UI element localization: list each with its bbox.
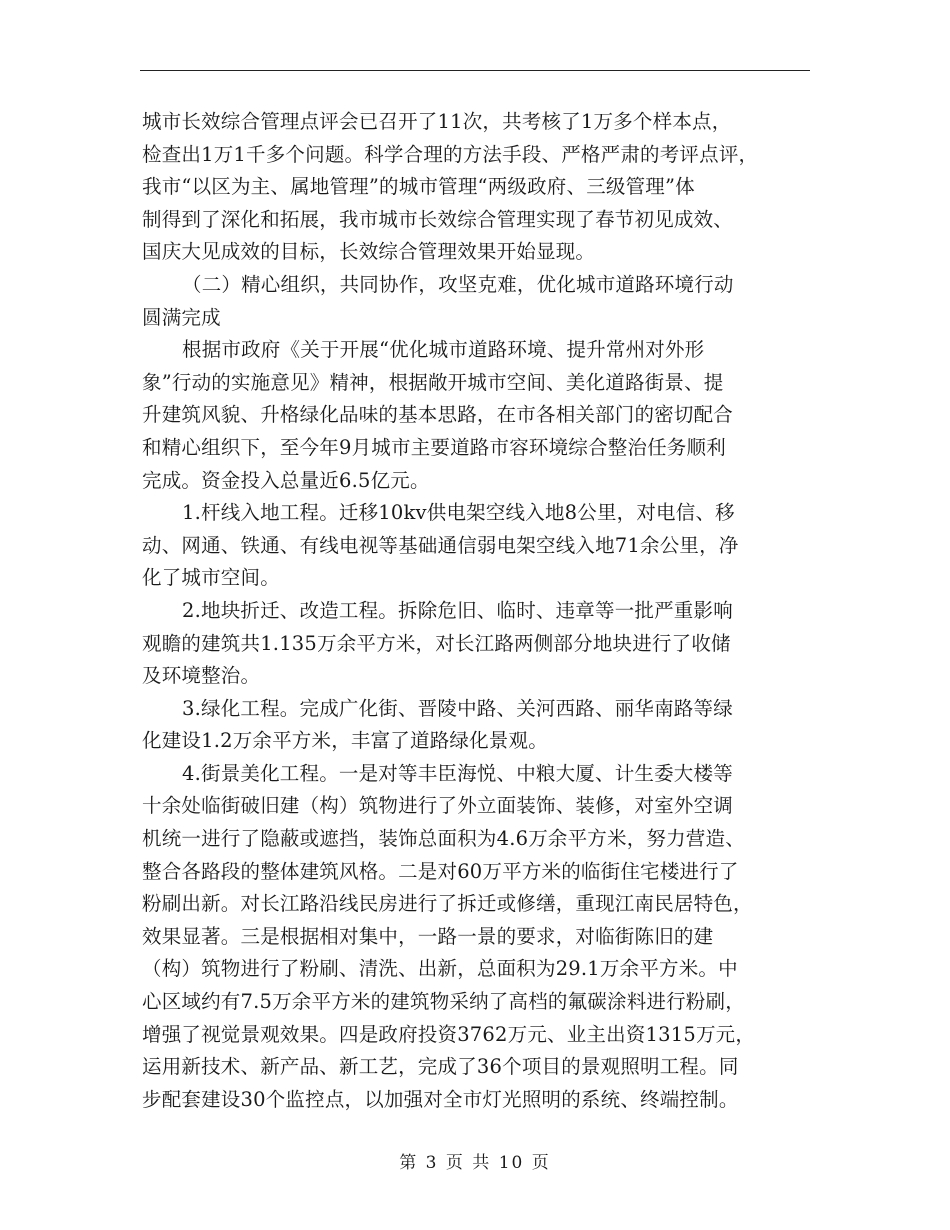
text-line: 象”行动的实施意见》精神，根据敞开城市空间、美化道路街景、提 bbox=[142, 370, 724, 394]
text-line: 1.杆线入地工程。迁移10kv供电架空线入地8公里，对电信、移 bbox=[182, 501, 735, 525]
text-line: 运用新技术、新产品、新工艺，完成了36个项目的景观照明工程。同 bbox=[142, 1055, 739, 1079]
text-line: 国庆大见成效的目标，长效综合管理效果开始显现。 bbox=[142, 240, 596, 264]
text-line: 2.地块折迁、改造工程。拆除危旧、临时、违章等一批严重影响 bbox=[182, 598, 733, 622]
text-line: 增强了视觉景观效果。四是政府投资3762万元、业主出资1315万元， bbox=[142, 1022, 756, 1046]
text-line: 粉刷出新。对长江路沿线民房进行了拆迁或修缮，重现江南民居特色， bbox=[142, 892, 753, 916]
text-line: 制得到了深化和拓展，我市城市长效综合管理实现了春节初见成效、 bbox=[142, 207, 734, 231]
text-line: 十余处临街破旧建（构）筑物进行了外立面装饰、装修，对室外空调 bbox=[142, 794, 734, 818]
text-line: 观瞻的建筑共1.135万余平方米，对长江路两侧部分地块进行了收储 bbox=[142, 631, 731, 655]
document-body bbox=[142, 106, 810, 1116]
text-line: 根据市政府《关于开展“优化城市道路环境、提升常州对外形 bbox=[182, 338, 705, 362]
text-line: 检查出1万1千多个问题。科学合理的方法手段、严格严肃的考评点评， bbox=[142, 142, 759, 166]
text-line: 心区域约有7.5万余平方米的建筑物采纳了高档的氟碳涂料进行粉刷， bbox=[142, 990, 745, 1014]
text-line: （二）精心组织，共同协作，攻坚克难，优化城市道路环境行动 bbox=[182, 272, 734, 296]
text-line: 机统一进行了隐蔽或遮挡，装饰总面积为4.6万余平方米，努力营造、 bbox=[142, 827, 745, 851]
text-line: 整合各路段的整体建筑风格。二是对60万平方米的临街住宅楼进行了 bbox=[142, 859, 739, 883]
text-line: 3.绿化工程。完成广化街、晋陵中路、关河西路、丽华南路等绿 bbox=[182, 696, 733, 720]
text-line: 4.街景美化工程。一是对等丰臣海悦、中粮大厦、计生委大楼等 bbox=[182, 761, 733, 785]
text-line: 化了城市空间。 bbox=[142, 566, 280, 590]
header-rule bbox=[140, 70, 810, 71]
text-line: 步配套建设30个监控点，以加强对全市灯光照明的系统、终端控制。 bbox=[142, 1087, 739, 1111]
text-line: 化建设1.2万余平方米，丰富了道路绿化景观。 bbox=[142, 729, 548, 753]
text-line: 效果显著。三是根据相对集中，一路一景的要求，对临街陈旧的建 bbox=[142, 924, 714, 948]
text-line: 圆满完成 bbox=[142, 305, 221, 329]
text-line: 完成。资金投入总量近6.5亿元。 bbox=[142, 468, 430, 492]
text-line: 动、网通、铁通、有线电视等基础通信弱电架空线入地71余公里，净 bbox=[142, 533, 739, 557]
text-line: 和精心组织下，至今年9月城市主要道路市容环境综合整治任务顺利 bbox=[142, 435, 726, 459]
page-number-footer: 第 3 页 共 10 页 bbox=[399, 1153, 551, 1173]
text-line: 我市“以区为主、属地管理”的城市管理“两级政府、三级管理”体 bbox=[142, 175, 695, 199]
text-line: 升建筑风貌、升格绿化品味的基本思路，在市各相关部门的密切配合 bbox=[142, 403, 734, 427]
text-line: （构）筑物进行了粉刷、清洗、出新，总面积为29.1万余平方米。中 bbox=[142, 957, 738, 981]
text-line: 及环境整治。 bbox=[142, 664, 261, 688]
text-line: 城市长效综合管理点评会已召开了11次，共考核了1万多个样本点， bbox=[142, 110, 732, 133]
